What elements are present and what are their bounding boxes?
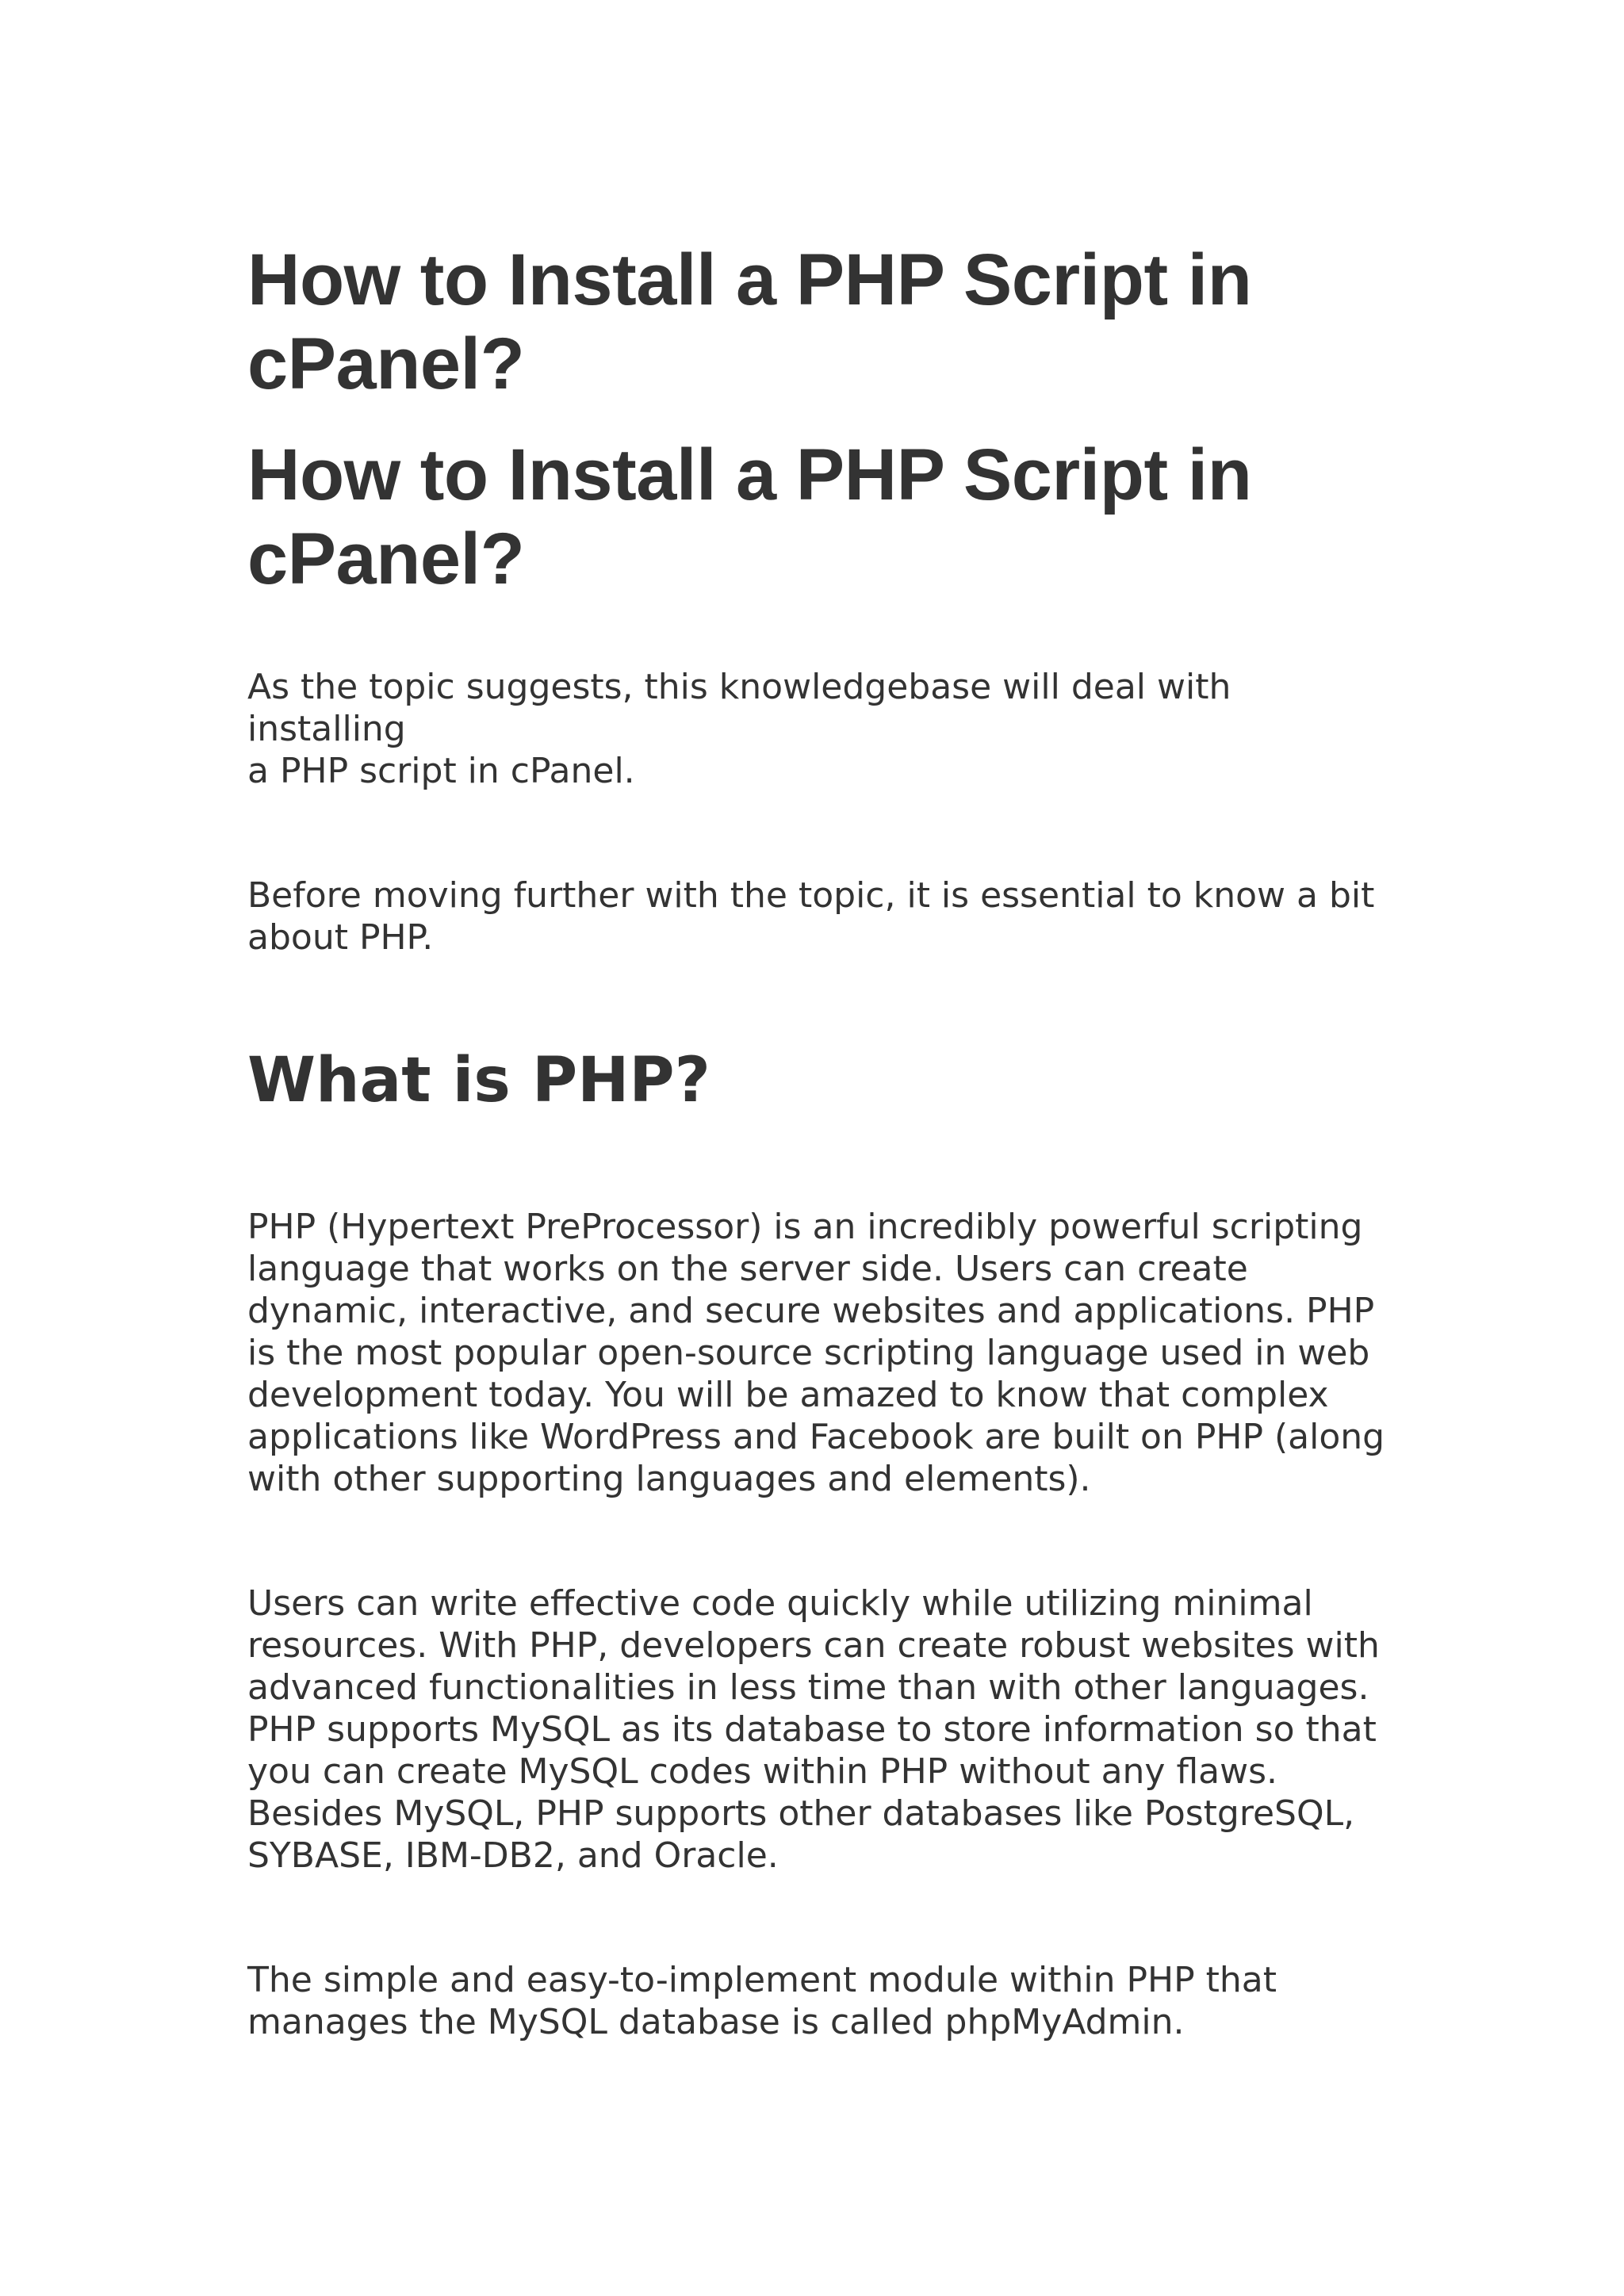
before-paragraph: Before moving further with the topic, it is essential to know a bit about PHP. bbox=[247, 875, 1375, 958]
document-page bbox=[247, 238, 1397, 2043]
page-title: How to Install a PHP Script in cPanel? bbox=[247, 239, 1252, 404]
page-title-repeat: How to Install a PHP Script in cPanel? bbox=[247, 434, 1252, 599]
section-heading-what-is-php: What is PHP? bbox=[247, 1045, 710, 1116]
php-paragraph-1: PHP (Hypertext PreProcessor) is an incredibly powerful scripting language that works on the server side. Users can create dynamic, interactive, and secure websites and applications. PHP is the most popular open-source scripting language used in web development today. You will be amazed to know that complex applications like WordPress and Facebook are built on PHP (along with other supporting languages and elements). bbox=[247, 1207, 1385, 1499]
php-paragraph-3: The simple and easy-to-implement module within PHP that manages the MySQL database is called phpMyAdmin. bbox=[247, 1960, 1277, 2042]
intro-paragraph: As the topic suggests, this knowledgebase will deal with installing a PHP script in cPanel. bbox=[247, 667, 1231, 791]
php-paragraph-2: Users can write effective code quickly while utilizing minimal resources. With PHP, developers can create robust websites with advanced functionalities in less time than with other languages. PHP supports MySQL as its database to store information so that you can create MySQL codes within PHP without any flaws. Besides MySQL, PHP supports other databases like PostgreSQL, SYBASE, IBM-DB2, and Oracle. bbox=[247, 1583, 1380, 1876]
